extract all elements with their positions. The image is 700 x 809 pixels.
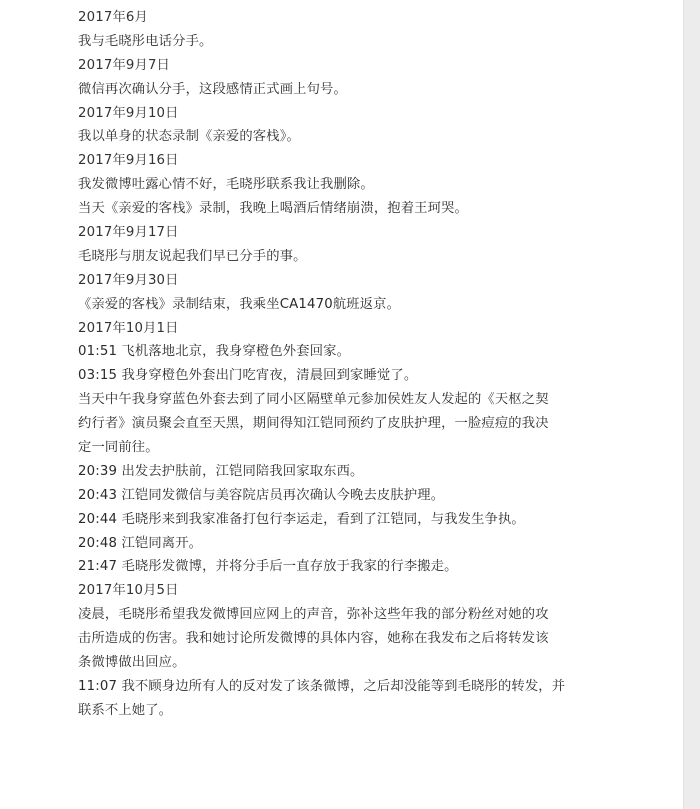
event-line: 20:43 江铠同发微信与美容院店员再次确认今晚去皮肤护理。	[78, 487, 445, 503]
event-line: 当天中午我身穿蓝色外套去到了同小区隔壁单元参加侯姓友人发起的《天枢之契	[78, 392, 549, 408]
event-line: 20:39 出发去护肤前，江铠同陪我回家取东西。	[78, 463, 364, 479]
right-edge-strip	[683, 0, 700, 809]
event-line: 毛晓彤与朋友说起我们早已分手的事。	[78, 248, 307, 264]
event-line: 03:15 我身穿橙色外套出门吃宵夜，清晨回到家睡觉了。	[78, 368, 418, 384]
event-line: 20:44 毛晓彤来到我家准备打包行李运走，看到了江铠同，与我发生争执。	[78, 511, 525, 527]
event-line: 联系不上她了。	[78, 702, 173, 718]
date-line: 2017年9月7日	[78, 57, 170, 73]
event-line: 我发微博吐露心情不好，毛晓彤联系我让我删除。	[78, 177, 374, 193]
event-line: 条微博做出回应。	[78, 655, 186, 671]
date-line: 2017年10月1日	[78, 320, 179, 336]
date-line: 2017年6月	[78, 10, 148, 25]
timeline-text	[78, 6, 670, 723]
event-line: 约行者》演员聚会直至天黑，期间得知江铠同预约了皮肤护理，一脸痘痘的我决	[78, 416, 549, 432]
event-line: 我与毛晓彤电话分手。	[78, 33, 213, 49]
event-line: 01:51 飞机落地北京，我身穿橙色外套回家。	[78, 344, 351, 360]
event-line: 11:07 我不顾身边所有人的反对发了该条微博，之后却没能等到毛晓彤的转发，并	[78, 678, 566, 694]
event-line: 当天《亲爱的客栈》录制，我晚上喝酒后情绪崩溃，抱着王珂哭。	[78, 201, 468, 217]
event-line: 凌晨，毛晓彤希望我发微博回应网上的声音，弥补这些年我的部分粉丝对她的攻	[78, 607, 549, 623]
date-line: 2017年9月10日	[78, 105, 179, 121]
date-line: 2017年9月16日	[78, 153, 179, 169]
event-line: 我以单身的状态录制《亲爱的客栈》。	[78, 129, 300, 145]
date-line: 2017年10月5日	[78, 583, 179, 599]
event-line: 微信再次确认分手，这段感情正式画上句号。	[78, 81, 347, 97]
date-line: 2017年9月17日	[78, 225, 179, 241]
event-line: 《亲爱的客栈》录制结束，我乘坐CA1470航班返京。	[78, 296, 401, 312]
event-line: 定一同前往。	[78, 440, 159, 456]
event-line: 21:47 毛晓彤发微博，并将分手后一直存放于我家的行李搬走。	[78, 559, 458, 575]
event-line: 击所造成的伤害。我和她讨论所发微博的具体内容，她称在我发布之后将转发该	[78, 631, 549, 647]
date-line: 2017年9月30日	[78, 272, 179, 288]
event-line: 20:48 江铠同离开。	[78, 535, 203, 551]
